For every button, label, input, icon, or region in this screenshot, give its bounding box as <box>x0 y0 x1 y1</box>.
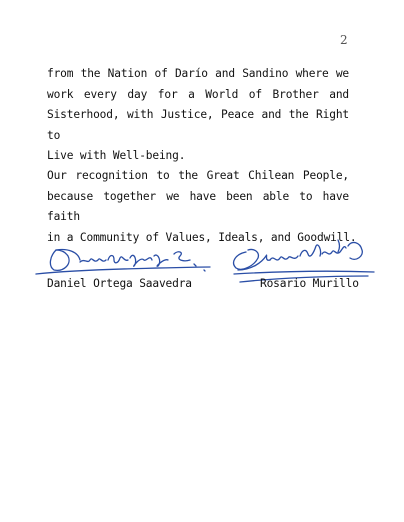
signer-name-rosario-murillo: Rosario Murillo <box>260 277 359 290</box>
paragraph-line: in a Community of Values, Ideals, and Goodwill. <box>47 230 357 244</box>
paragraph-line: Live with Well-being. <box>47 149 186 162</box>
paragraph-1 <box>47 64 349 167</box>
page-number: 2 <box>340 33 348 47</box>
paragraph-line: Our recognition to the Great Chilean People, <box>47 169 349 182</box>
paragraph-line: work every day for a World of Brother and <box>47 87 349 101</box>
paragraph-line: Sisterhood, with Justice, Peace and the Right to <box>47 108 349 142</box>
signature-daniel-ortega <box>34 240 214 280</box>
paragraph-line: because together we have been able to have faith <box>47 189 349 223</box>
signer-name-daniel-ortega: Daniel Ortega Saavedra <box>47 277 192 290</box>
paragraph-line: from the Nation of Darío and Sandino where we <box>47 67 349 80</box>
